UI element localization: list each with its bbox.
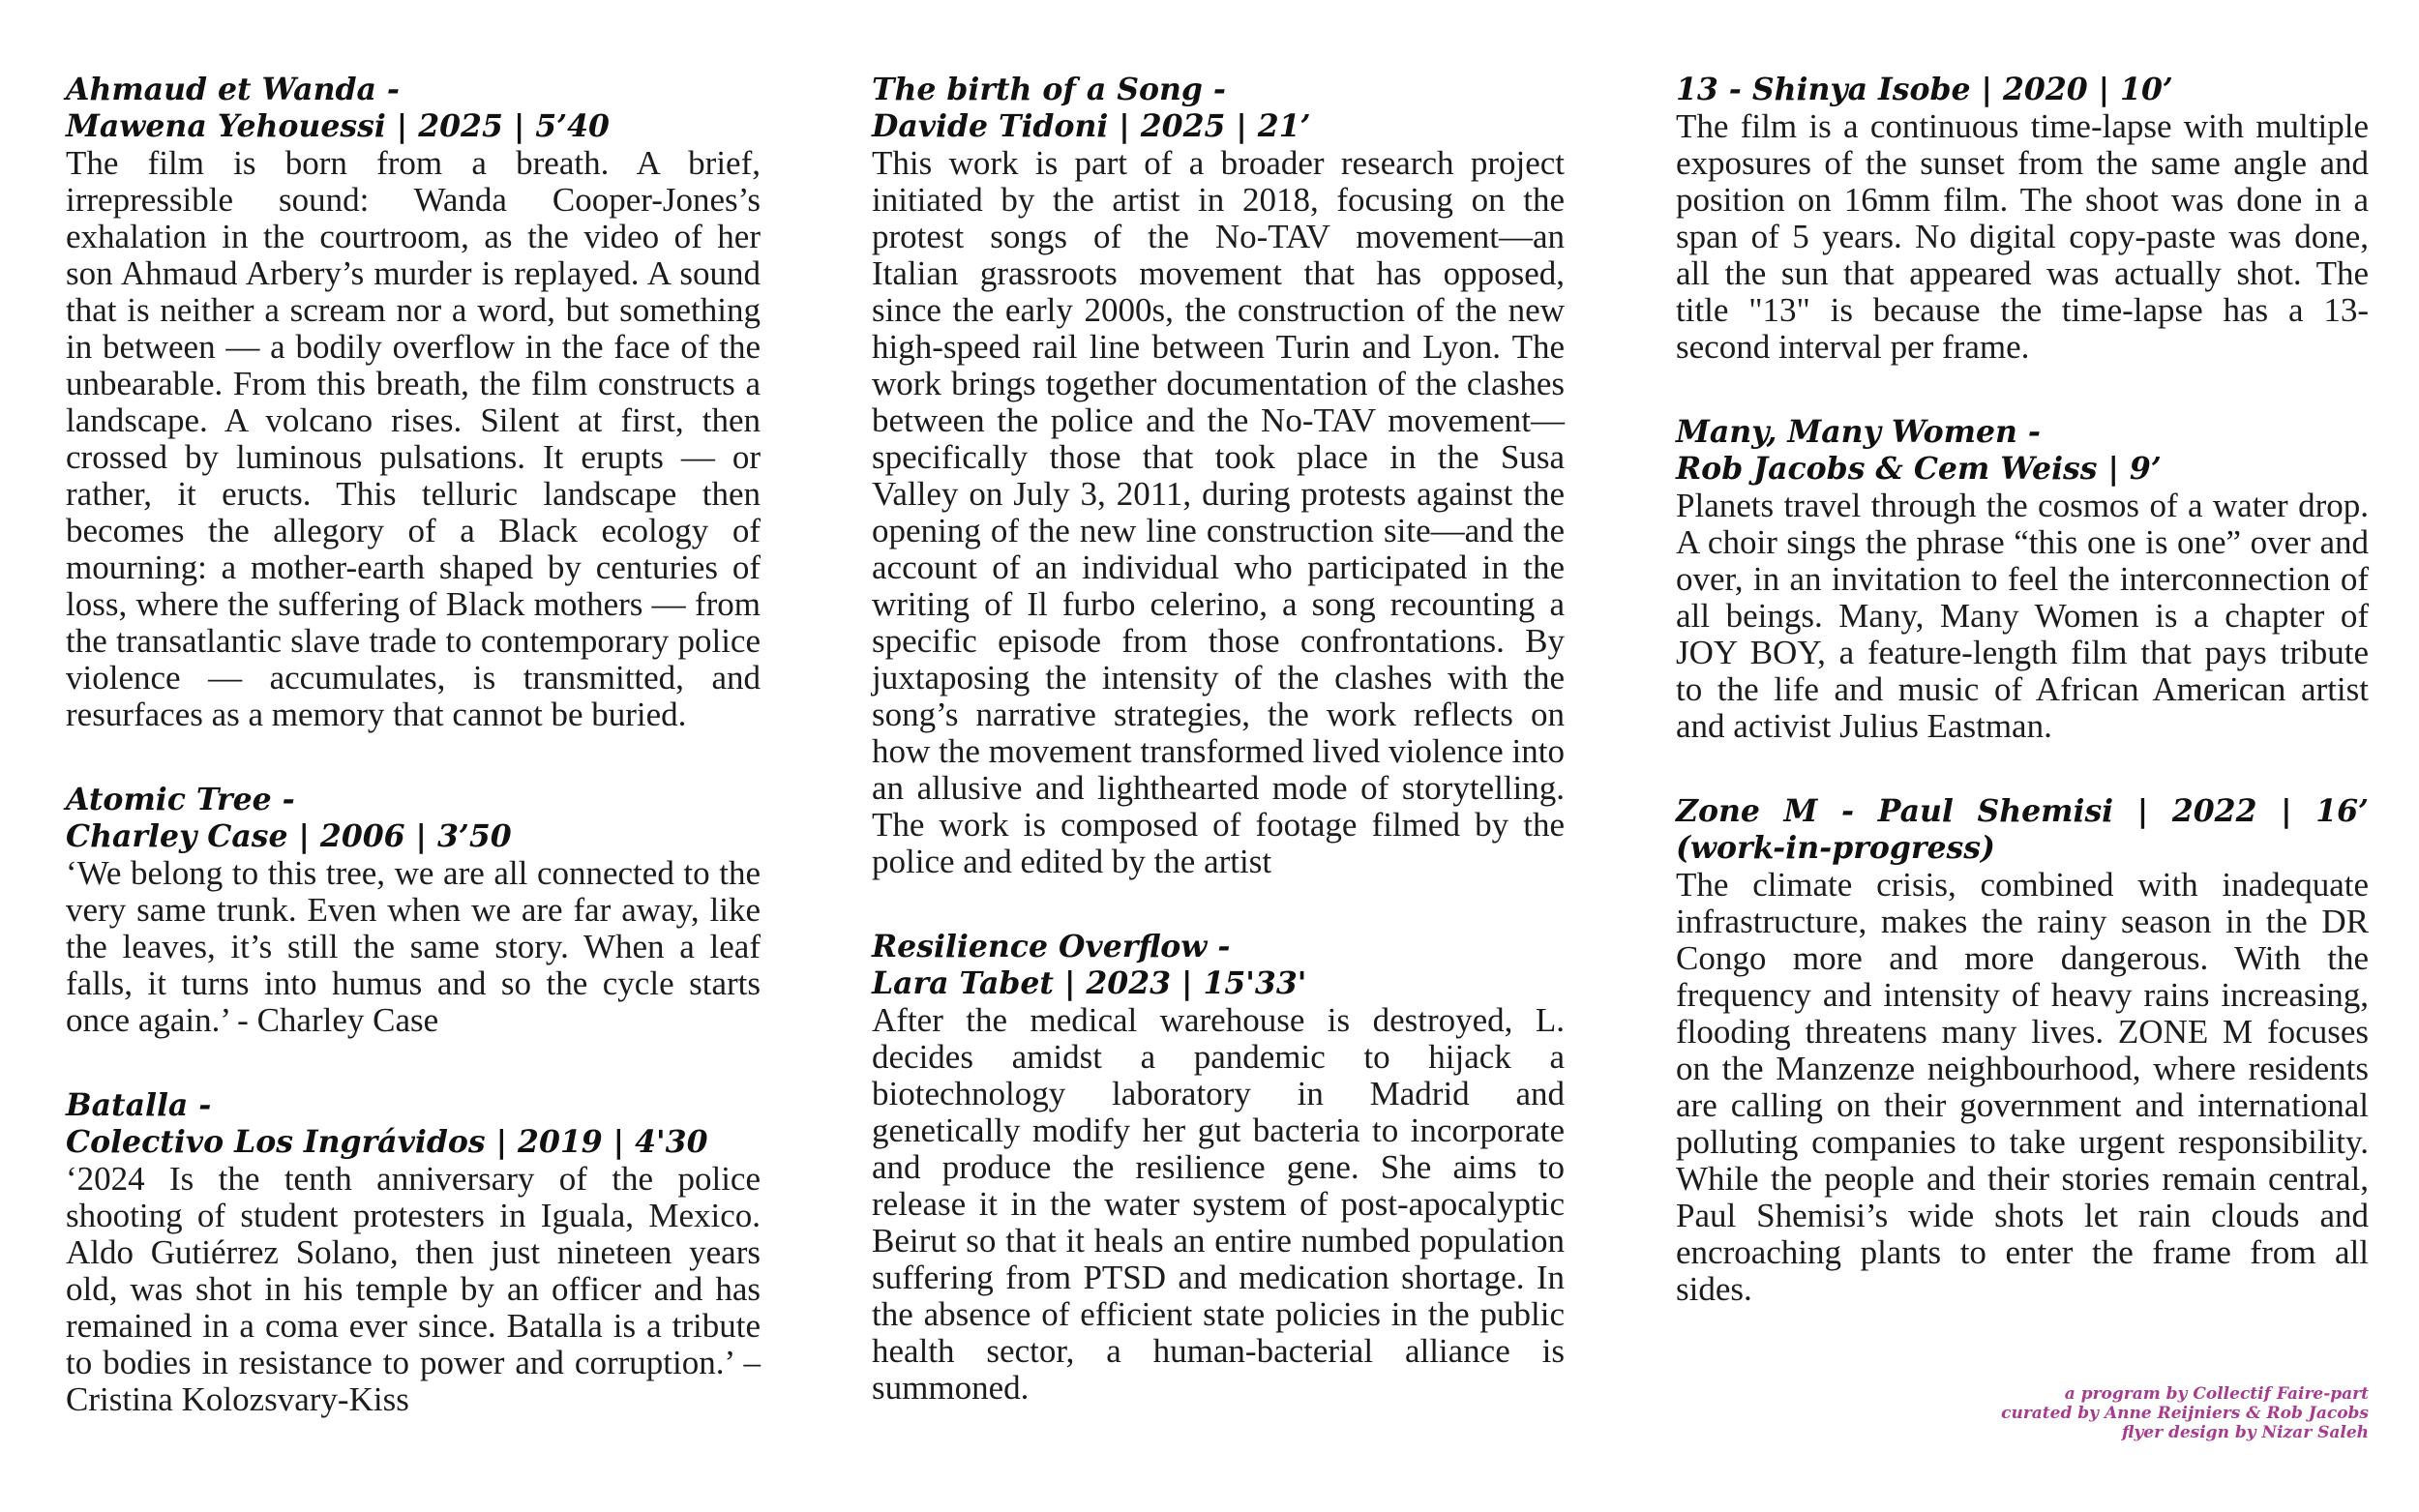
credit-program-line: a program by Collectif Faire-part — [2064, 1384, 2369, 1404]
film-title-line: The birth of a Song - — [872, 72, 1226, 107]
film-credit-line: Mawena Yehouessi | 2025 | 5’40 — [66, 108, 610, 144]
film-description: ‘We belong to this tree, we are all connected to the very same trunk. Even when we are far away, like the leaves, it’s still the same story. When a leaf falls, it turns into humus and so the cycle starts once again.’ - Charley Case — [66, 854, 761, 1039]
film-entry-zone-m — [1676, 793, 2369, 1308]
film-title-line: Resilience Overflow - — [872, 929, 1231, 964]
credit-curators-line: curated by Anne Reijniers & Rob Jacobs — [2001, 1404, 2369, 1423]
film-description: The climate crisis, combined with inadequate infrastructure, makes the rainy season in the DR Congo more and more dangerous. With the frequency and intensity of heavy rains increasing, flooding threatens many lives. ZONE M focuses on the Manzenze neighbourhood, where residents are calling on their government and international polluting companies to take urgent responsibility. While the people and their stories remain central, Paul Shemisi’s wide shots let rain clouds and encroaching plants to enter the frame from all sides. — [1676, 866, 2369, 1308]
film-description: After the medical warehouse is destroyed, L. decides amidst a pandemic to hijack a biotechnology laboratory in Madrid and genetically modify her gut bacteria to incorporate and produce the resilience gene. She aims to release it in the water system of post-apocalyptic Beirut so that it heals an entire numbed population suffering from PTSD and medication shortage. In the absence of efficient state policies in the public health sector, a human-bacterial alliance is summoned. — [872, 1001, 1565, 1407]
film-description: Planets travel through the cosmos of a water drop. A choir sings the phrase “this one is one” over and over, in an invitation to feel the interconnection of all beings. Many, Many Women is a chapter of JOY BOY, a feature-length film that pays tribute to the life and music of African American artist and activist Julius Eastman. — [1676, 487, 2369, 745]
film-title-line: Atomic Tree - — [66, 782, 295, 817]
film-title — [872, 929, 1565, 1002]
film-description: ‘2024 Is the tenth anniversary of the police shooting of student protesters in Iguala, Mexico. Aldo Gutiérrez Solano, then just nineteen years old, was shot in his temple by an officer and has remained in a coma ever since. Batalla is a tribute to bodies in resistance to power and corruption.’ – Cristina Kolozsvary-Kiss — [66, 1160, 761, 1418]
film-credit-line: Colectivo Los Ingrávidos | 2019 | 4'30 — [66, 1124, 708, 1160]
program-column-1 — [66, 72, 761, 1467]
film-entry-13 — [1676, 72, 2369, 366]
film-credit-line: Davide Tidoni | 2025 | 21’ — [872, 108, 1311, 144]
film-title-line: Zone M - Paul Shemisi | 2022 | 16’ (work-in-progress) — [1676, 793, 2369, 866]
film-description: The film is a continuous time-lapse with multiple exposures of the sunset from the same angle and position on 16mm film. The shoot was done in a span of 5 years. No digital copy-paste was done, all the sun that appeared was actually shot. The title "13" is because the time-lapse has a 13-second interval per frame. — [1676, 107, 2369, 366]
film-credit-line: Lara Tabet | 2023 | 15'33' — [872, 965, 1307, 1001]
credit-design-line: flyer design by Nizar Saleh — [2122, 1423, 2369, 1442]
program-credits — [2001, 1384, 2369, 1442]
film-credit-line: Charley Case | 2006 | 3’50 — [66, 818, 512, 854]
film-title — [1676, 793, 2369, 867]
film-title-line: Ahmaud et Wanda - — [66, 72, 400, 107]
film-title — [1676, 414, 2369, 488]
film-entry-resilience-overflow — [872, 929, 1565, 1407]
film-description: The film is born from a breath. A brief, irrepressible sound: Wanda Cooper-Jones’s exhalation in the courtroom, as the video of her son Ahmaud Arbery’s murder is replayed. A sound that is neither a scream nor a word, but something in between — a bodily overflow in the face of the unbearable. From this breath, the film constructs a landscape. A volcano rises. Silent at first, then crossed by luminous pulsations. It erupts — or rather, it eructs. This telluric landscape then becomes the allegory of a Black ecology of mourning: a mother-earth shaped by centuries of loss, where the suffering of Black mothers — from the transatlantic slave trade to contemporary police violence — accumulates, is transmitted, and resurfaces as a memory that cannot be buried. — [66, 144, 761, 733]
film-entry-many-many-women — [1676, 414, 2369, 745]
film-title — [66, 782, 761, 855]
film-title-line: 13 - Shinya Isobe | 2020 | 10’ — [1676, 72, 2173, 107]
film-entry-ahmaud-et-wanda — [66, 72, 761, 733]
program-column-2 — [872, 72, 1565, 1455]
film-title — [66, 1087, 761, 1161]
film-title-line: Many, Many Women - — [1676, 414, 2041, 450]
film-title — [1676, 72, 2369, 108]
film-entry-batalla — [66, 1087, 761, 1418]
film-description: This work is part of a broader research project initiated by the artist in 2018, focusing on the protest songs of the No-TAV movement—an Italian grassroots movement that has opposed, since the early 2000s, the construction of the new high-speed rail line between Turin and Lyon. The work brings together documentation of the clashes between the police and the No-TAV movement—specifically those that took place in the Susa Valley on July 3, 2011, during protests against the opening of the new line construction site—and the account of an individual who participated in the writing of Il furbo celerino, a song recounting a specific episode from those confrontations. By juxtaposing the intensity of the clashes with the song’s narrative strategies, the work reflects on how the movement transformed lived violence into an allusive and lighthearted mode of storytelling. The work is composed of footage filmed by the police and edited by the artist — [872, 144, 1565, 880]
film-entry-birth-of-a-song — [872, 72, 1565, 880]
film-credit-line: Rob Jacobs & Cem Weiss | 9’ — [1676, 451, 2162, 487]
program-column-3 — [1676, 72, 2369, 1356]
film-title — [66, 72, 761, 145]
film-title — [872, 72, 1565, 145]
film-entry-atomic-tree — [66, 782, 761, 1039]
film-title-line: Batalla - — [66, 1087, 212, 1123]
